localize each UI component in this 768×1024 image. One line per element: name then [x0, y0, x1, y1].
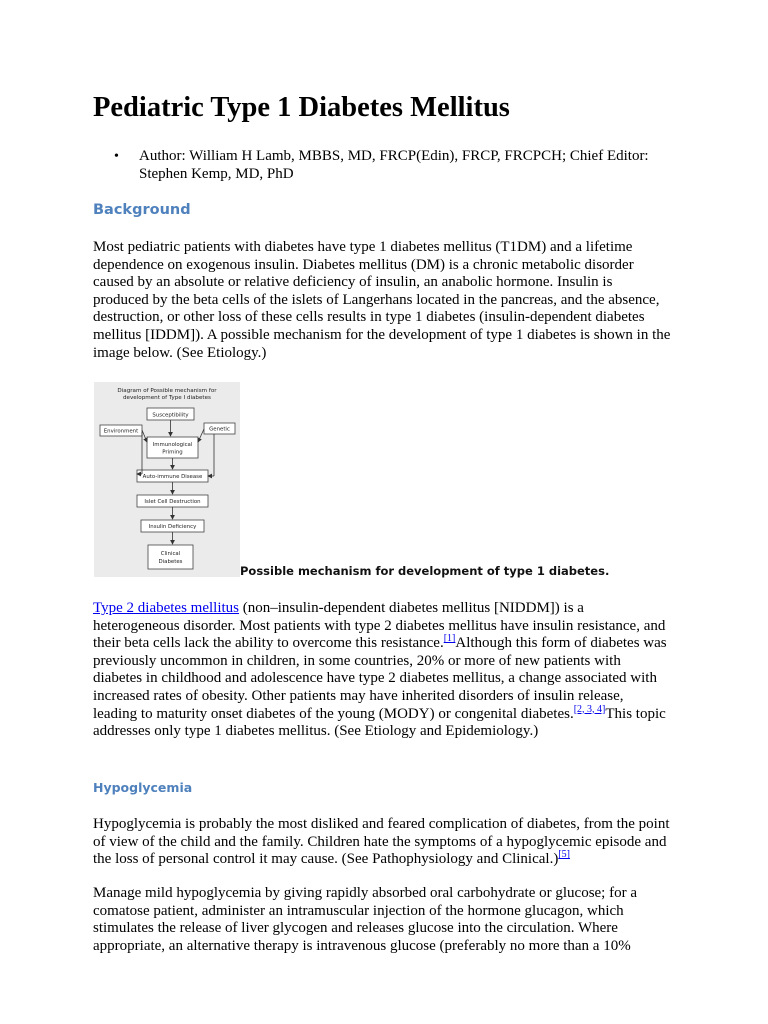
type2-diabetes-link[interactable]: Type 2 diabetes mellitus — [93, 600, 240, 616]
author-line: Author: William H Lamb, MBBS, MD, FRCP(Edin), FRCP, FRCPCH; Chief Editor: Stephen Kemp, MD, PhD — [139, 148, 649, 182]
background-paragraph: Most pediatric patients with diabetes have type 1 diabetes mellitus (T1DM) and a lifetime dependence on exogenous insulin. Diabetes mellitus (DM) is a chronic metabolic disorder caused by an absolute or relative deficiency of insulin, an anabolic hormone. Insulin is produced by the beta cells of the islets of Langerhans located in the pancreas, and the absence, destruction, or other loss of these cells results in type 1 diabetes (insulin-dependent diabetes mellitus [IDDM]). A possible mechanism for the development of type 1 diabetes is shown in the image below. (See Etiology.) — [93, 239, 671, 361]
reference-1-link[interactable]: [1] — [443, 633, 456, 645]
type2-paragraph — [93, 600, 671, 741]
insulin-label: Insulin Deficiency — [148, 524, 197, 530]
arrow-genetic-priming — [198, 429, 204, 442]
mechanism-diagram — [94, 382, 240, 577]
hypoglycemia-paragraph-2: Manage mild hypoglycemia by giving rapidly absorbed oral carbohydrate or glucose; for a comatose patient, administer an intramuscular injection of the hormone glucagon, which stimulates the release of liver glycogen and releases glucose into the circulation. Where appropriate, an alternative therapy is intravenous glucose (preferably no more than a 10% — [93, 885, 637, 954]
type2-text-part3: This topic addresses only type 1 diabetes mellitus. (See Etiology and Epidemiology.) — [93, 705, 666, 740]
diagram-title-line1: Diagram of Possible mechanism for — [117, 388, 217, 394]
diagram-title-line2: development of Type I diabetes — [123, 395, 211, 401]
autoimmune-label: Auto-immune Disease — [142, 474, 203, 480]
immunological-label-2: Priming — [162, 449, 183, 456]
type2-text-part2: Although this form of diabetes was previously uncommon in children, in some countries, 20% or more of new patients with diabetes in childhood and adolescence have type 2 diabetes mellitus, a change associated with increased rates of obesity. Other patients may have inherited disorders of insulin release, leading to maturity onset diabetes of the young (MODY) or congenital diabetes. — [93, 635, 667, 722]
hypoglycemia-text-1: Hypoglycemia is probably the most disliked and feared complication of diabetes, from the point of view of the child and the family. Children hate the symptoms of a hypoglycemic episode and the loss of personal control it may cause. (See Pathophysiology and Clinical.) — [93, 816, 670, 868]
clinical-diabetes-box — [148, 545, 193, 569]
hypoglycemia-paragraph-1 — [93, 816, 671, 869]
arrow-environment-priming — [142, 430, 147, 442]
environment-label: Environment — [103, 428, 139, 435]
clinical-label-2: Diabetes — [158, 559, 183, 565]
susceptibility-label: Susceptibility — [152, 412, 189, 419]
type2-text-part1: (non–insulin-dependent diabetes mellitus [NIDDM]) is a heterogeneous disorder. Most patients with type 2 diabetes mellitus have insulin resistance, and their beta cells lack the ability to overcome this resistance. — [93, 600, 666, 652]
immunological-label-1: Immunological — [152, 442, 193, 448]
diagram-svg — [94, 382, 240, 577]
author-bullet: • — [114, 149, 119, 164]
clinical-label-1: Clinical — [160, 551, 181, 557]
reference-2-4-link[interactable]: [2, 3, 4] — [573, 703, 606, 715]
reference-5-link[interactable]: [5] — [558, 849, 570, 861]
page-title: Pediatric Type 1 Diabetes Mellitus — [93, 92, 510, 123]
islet-label: Islet Cell Destruction — [144, 499, 201, 505]
hypoglycemia-heading: Hypoglycemia — [93, 780, 193, 795]
figure-caption: Possible mechanism for development of type 1 diabetes. — [240, 564, 610, 578]
background-heading: Background — [93, 202, 191, 218]
genetic-label: Genetic — [209, 426, 230, 433]
